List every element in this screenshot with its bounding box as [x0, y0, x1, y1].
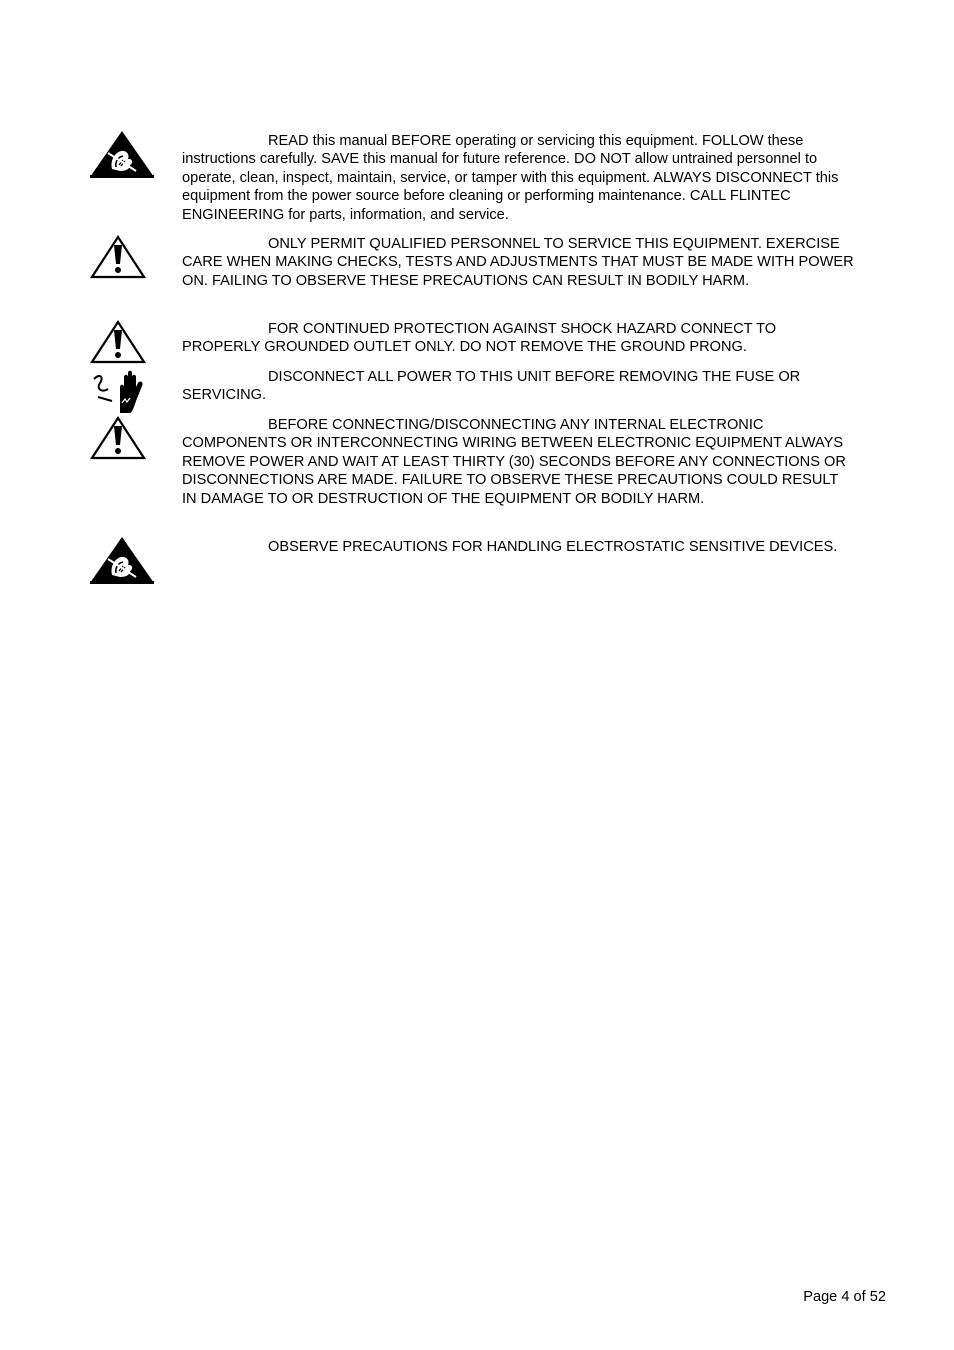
- safety-paragraph-internal-components: BEFORE CONNECTING/DISCONNECTING ANY INTERNAL ELECTRONIC COMPONENTS OR INTERCONNECTING WIRING BETWEEN ELECTRONIC EQUIPMENT ALWAYS REMOVE POWER AND WAIT AT LEAST THIRTY (30) SECONDS BEFORE ANY CONNECTIONS OR DISCONNECTIONS ARE MADE. FAILURE TO OBSERVE THESE PRECAUTIONS COULD RESULT IN DAMAGE TO OR DESTRUCTION OF THE EQUIPMENT OR BODILY HARM.: [182, 417, 846, 507]
- esd-warning-icon: [90, 131, 154, 179]
- safety-paragraph-shock-hazard: FOR CONTINUED PROTECTION AGAINST SHOCK HAZARD CONNECT TO PROPERLY GROUNDED OUTLET ONLY. DO NOT REMOVE THE GROUND PRONG.: [182, 321, 777, 356]
- safety-paragraph-electrostatic: OBSERVE PRECAUTIONS FOR HANDLING ELECTROSTATIC SENSITIVE DEVICES.: [268, 539, 838, 555]
- caution-triangle-icon: [90, 320, 146, 364]
- page-number: Page 4 of 52: [803, 1289, 886, 1305]
- caution-triangle-icon: [90, 416, 146, 460]
- safety-paragraph-qualified-personnel: ONLY PERMIT QUALIFIED PERSONNEL TO SERVICE THIS EQUIPMENT. EXERCISE CARE WHEN MAKING CHECKS, TESTS AND ADJUSTMENTS THAT MUST BE MADE WITH POWER ON. FAILING TO OBSERVE THESE PRECAUTIONS CAN RESULT IN BODILY HARM.: [182, 236, 854, 289]
- caution-triangle-icon: [90, 235, 146, 279]
- safety-paragraph-disconnect-power: DISCONNECT ALL POWER TO THIS UNIT BEFORE REMOVING THE FUSE OR SERVICING.: [182, 369, 801, 404]
- safety-paragraph-read-manual: READ this manual BEFORE operating or servicing this equipment. FOLLOW these instructions carefully. SAVE this manual for future reference. DO NOT allow untrained personnel to operate, clean, inspect, maintain, service, or tamper with this equipment. ALWAYS DISCONNECT this equipment from the power source before cleaning or performing maintenance. CALL FLINTEC ENGINEERING for parts, information, and service.: [182, 133, 839, 223]
- hand-shock-icon: [90, 367, 146, 415]
- esd-warning-icon: [90, 537, 154, 585]
